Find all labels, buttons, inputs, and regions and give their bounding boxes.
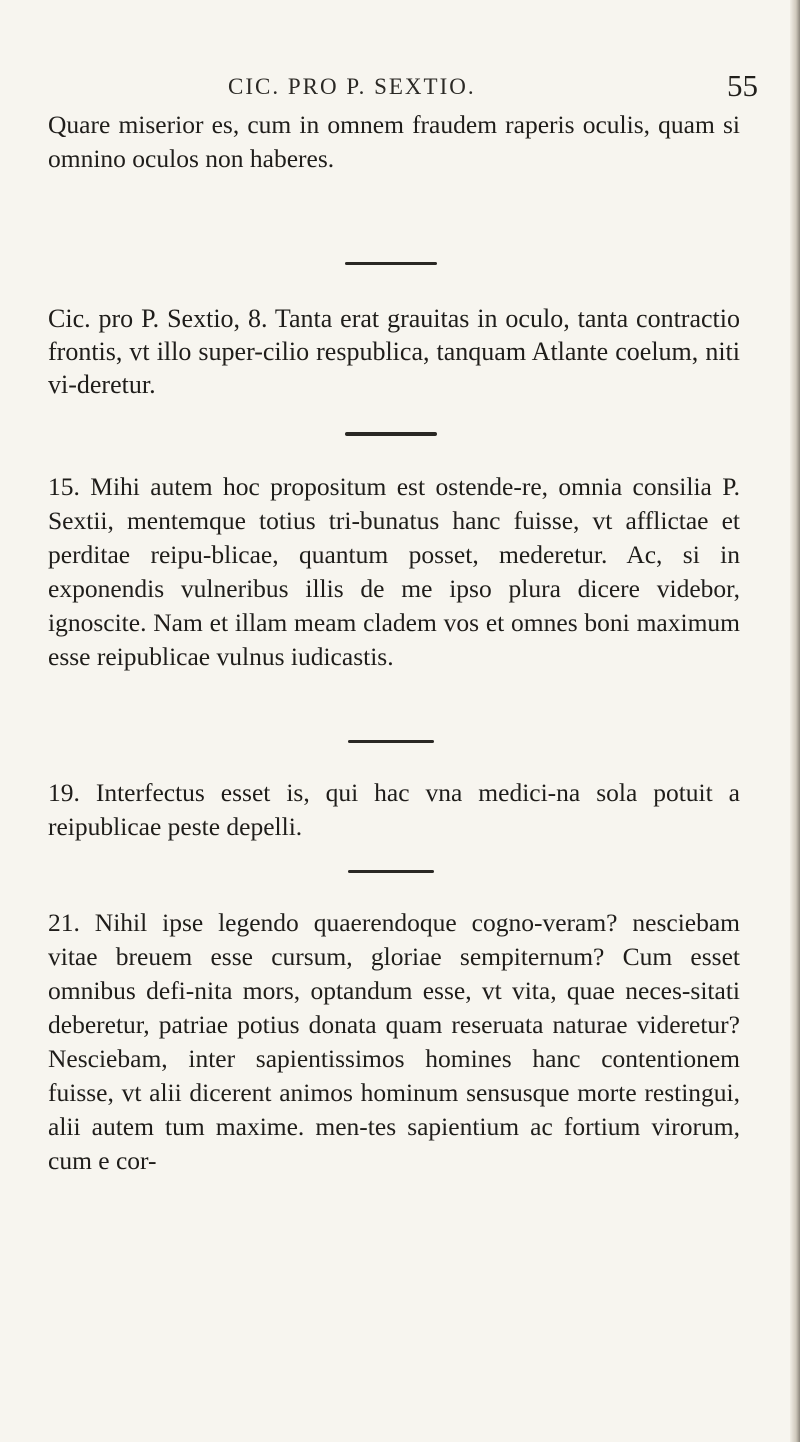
section-divider: [345, 432, 437, 436]
paragraph-quare: Quare miserior es, cum in omnem fraudem raperis oculis, quam si omnino oculos non haberes.: [48, 110, 740, 173]
section-divider: [345, 262, 437, 265]
page-number: 55: [727, 68, 758, 103]
paragraph-15: 15. Mihi autem hoc propositum est ostende-re, omnia consilia P. Sextii, mentemque totius tri-bunatus hanc fuisse, vt afflictae et perditae reipu-blicae, quantum posset, mederetur. Ac, si in exponendis vulneribus illis de me ipso plura dicere videbor, ignoscite. Nam et illam meam cladem vos et omnes boni maximum esse reipublicae vulnus iudicastis.: [48, 472, 740, 671]
paragraph-19: 19. Interfectus esset is, qui hac vna medici-na sola potuit a reipublicae peste depelli.: [48, 778, 740, 841]
running-head: CIC. PRO P. SEXTIO.: [228, 74, 476, 99]
page-edge-shadow: [790, 0, 800, 1442]
section-divider: [348, 740, 434, 743]
paragraph-cic-pro-sextio-8: Cic. pro P. Sextio, 8. Tanta erat grauitas in oculo, tanta contractio frontis, vt illo super-cilio respublica, tanquam Atlante coelum, niti vi-deretur.: [48, 304, 740, 399]
paragraph-21: 21. Nihil ipse legendo quaerendoque cogno-veram? nesciebam vitae breuem esse cursum, gloriae sempiternum? Cum esset omnibus defi-nita mors, optandum esse, vt vita, quae neces-sitati deberetur, patriae potius donata quam reseruata naturae videretur? Nesciebam, inter sapientissimos homines hanc contentionem fuisse, vt alii dicerent animos hominum sensusque morte restingui, alii autem tum maxime. men-tes sapientium ac fortium virorum, cum e cor-: [48, 908, 740, 1175]
section-divider: [348, 870, 434, 873]
